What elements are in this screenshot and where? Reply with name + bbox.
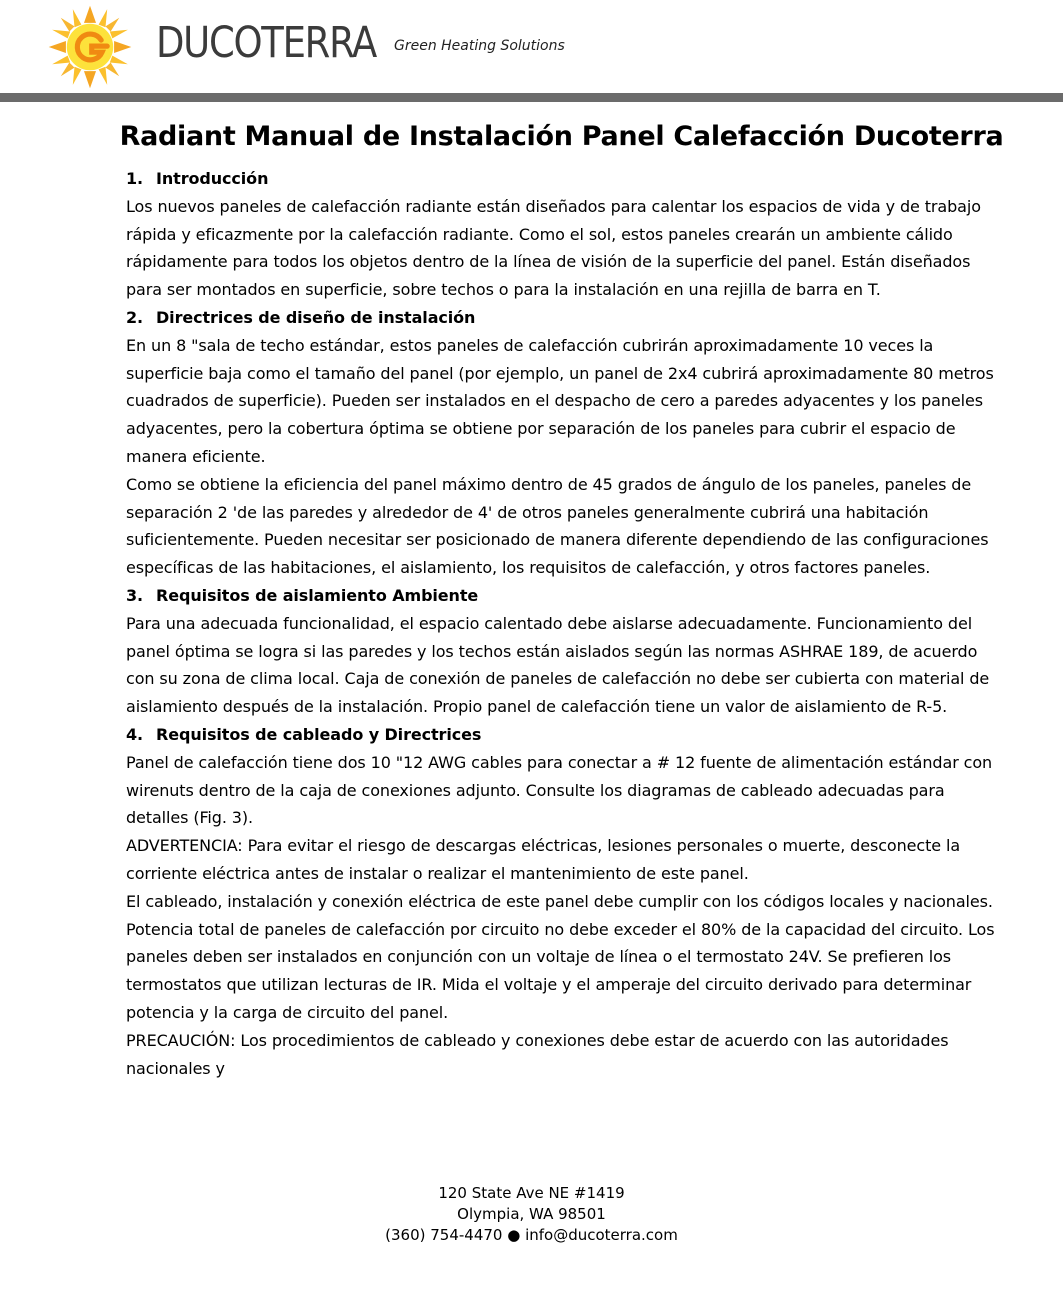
footer-address-line2: Olympia, WA 98501 <box>457 1205 606 1223</box>
page-header <box>0 0 1063 104</box>
paragraph: En un 8 "sala de techo estándar, estos paneles de calefacción cubrirán aproximadamente 10 veces la superficie baja como el tamaño del panel (por ejemplo, un panel de 2x4 cubrirá aproximadamente 80 metros cuadrados de superficie). Pueden ser instalados en el despacho de cero a paredes adyacentes y los paneles adyacentes, pero la cobertura óptima se obtiene por separación de los paneles para cubrir el espacio de manera eficiente. <box>126 335 994 466</box>
document-title: Radiant Manual de Instalación Panel Calefacción Ducoterra <box>119 121 1004 152</box>
paragraph: Como se obtiene la eficiencia del panel máximo dentro de 45 grados de ángulo de los paneles, paneles de separación 2 'de las paredes y alrededor de 4' de otros paneles generalmente cubrirá una habitación suficientemente. Pueden necesitar ser posicionado de manera diferente dependiendo de las configuraciones específicas de las habitaciones, el aislamiento, los requisitos de calefacción, y otros factores paneles. <box>126 474 989 578</box>
brand-tagline: Green Heating Solutions <box>394 38 565 54</box>
footer-contact: (360) 754-4470 ● info@ducoterra.com <box>385 1226 678 1244</box>
page-footer <box>0 1183 1063 1246</box>
section-title: Introducción <box>156 169 269 188</box>
section-heading <box>126 721 1006 749</box>
section-heading <box>126 582 1006 610</box>
paragraph: Para una adecuada funcionalidad, el espacio calentado debe aislarse adecuadamente. Funcionamiento del panel óptima se logra si las paredes y los techos están aislados según las normas ASHRAE 189, de acuerdo con su zona de clima local. Caja de conexión de paneles de calefacción no debe ser cubierta con material de aislamiento después de la instalación. Propio panel de calefacción tiene un valor de aislamiento de R-5. <box>126 613 990 717</box>
footer-address-line1: 120 State Ave NE #1419 <box>438 1184 625 1202</box>
section-heading <box>126 304 1006 332</box>
section-title: Requisitos de cableado y Directrices <box>156 724 482 744</box>
brand-name: DUCOTERRA <box>156 18 377 68</box>
paragraph: Los nuevos paneles de calefacción radiante están diseñados para calentar los espacios de vida y de trabajo rápida y eficazmente por la calefacción radiante. Como el sol, estos paneles crearán un ambiente cálido rápidamente para todos los objetos dentro de la línea de visión de la superficie del panel. Están diseñados para ser montados en superficie, sobre techos o para la instalación en una rejilla de barra en T. <box>126 196 981 300</box>
warning-paragraph: ADVERTENCIA: Para evitar el riesgo de descargas eléctricas, lesiones personales o muerte, desconecte la corriente eléctrica antes de instalar o realizar el mantenimiento de este panel. <box>126 836 961 883</box>
sun-logo-icon <box>44 4 136 90</box>
section-number: 1. <box>126 169 144 188</box>
section-number: 2. <box>126 307 144 327</box>
section-heading <box>126 165 1006 193</box>
paragraph: Panel de calefacción tiene dos 10 "12 AWG cables para conectar a # 12 fuente de alimentación estándar con wirenuts dentro de la caja de conexiones adjunto. Consulte los diagramas de cableado adecuadas para detalles (Fig. 3). <box>126 752 993 828</box>
section-title: Requisitos de aislamiento Ambiente <box>156 585 479 605</box>
caution-paragraph: PRECAUCIÓN: Los procedimientos de cableado y conexiones debe estar de acuerdo con las autoridades nacionales y <box>126 1030 949 1078</box>
section-number: 4. <box>126 724 144 744</box>
paragraph: El cableado, instalación y conexión eléctrica de este panel debe cumplir con los códigos locales y nacionales. Potencia total de paneles de calefacción por circuito no debe exceder el 80% de la capacidad del circuito. Los paneles deben ser instalados en conjunción con un voltaje de línea o el termostato 24V. Se prefieren los termostatos que utilizan lecturas de IR. Mida el voltaje y el amperaje del circuito derivado para determinar potencia y la carga de circuito del panel. <box>126 891 995 1022</box>
section-number: 3. <box>126 585 144 605</box>
header-divider <box>0 93 1063 102</box>
document-body <box>126 165 1006 1082</box>
section-title: Directrices de diseño de instalación <box>156 307 476 327</box>
